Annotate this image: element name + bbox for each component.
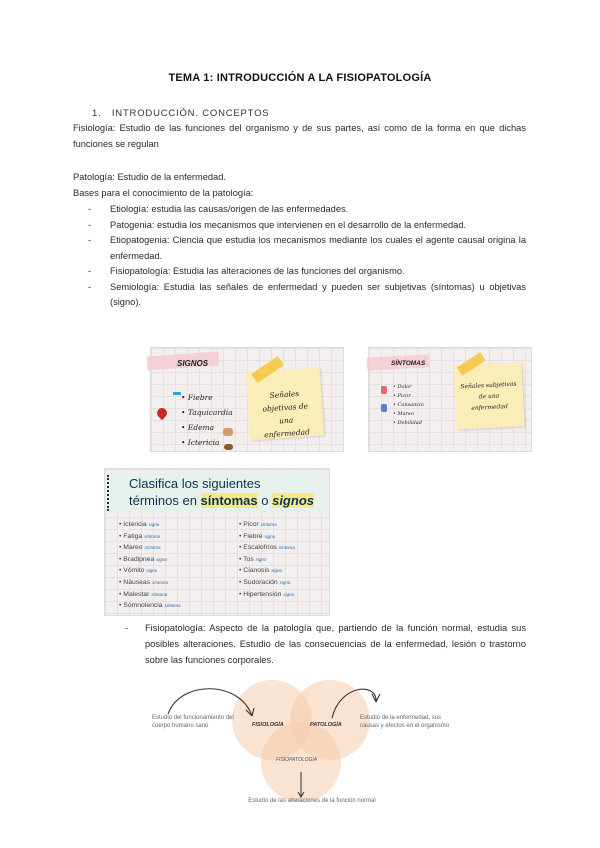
bases-heading: Bases para el conocimiento de la patología: [73,188,254,198]
left-terms [119,519,180,612]
list-item: • Malestar síntoma [119,590,168,598]
list-item: • Tos signo [239,555,267,563]
list-item: • Hipertensión signo [239,590,295,598]
clasifica-card [104,468,330,616]
list-item: - Patogenia: estudia los mecanismos que intervienen en el desarrollo de la enfermedad. [88,219,467,230]
curved-arrow-icon [168,689,252,716]
list-item: - Semiología: Estudia las señales de enfermedad y pueden ser subjetivas (síntomas) u objetivas (signo). [88,281,526,307]
list-item: • Escalofríos síntoma [239,544,295,552]
list-item: • Taquicardia [181,408,233,417]
person-icon [381,404,387,412]
list-item: • Fatiga síntoma [119,532,161,540]
venn-label-patologia: PATOLOGÍA [310,722,342,728]
venn-note-bottom: Estudio de las alteraciones de la función normal [248,798,376,804]
signos-card [150,347,344,452]
list-item: • Sudoración signo [239,578,291,586]
clasifica-banner: Clasifica los siguientes términos en síntomas o signos [105,473,329,513]
person-icon [381,386,387,394]
sintomas-list [393,383,424,428]
list-item: • Mareo [393,411,415,417]
bases-list [88,202,526,311]
list-item: - Etiopatogenia: Ciencia que estudia los mecanismos mediante los cuales el agente causal origina la enfermedad. [88,235,526,261]
thermometer-icon [173,392,181,395]
list-item: - Fisiopatología: Estudia las alteraciones de las funciones del organismo. [88,266,405,276]
signos-header: SIGNOS [177,359,209,368]
list-item: • Picor [393,393,411,399]
list-item: • Cansancio [393,402,424,408]
curved-arrow-icon [332,689,376,718]
page-title: TEMA 1: INTRODUCCIÓN A LA FISIOPATOLOGÍA [168,72,432,84]
sintomas-header: SÍNTOMAS [391,360,426,367]
list-item: • Ictericia signo [119,521,160,528]
sticky-note: Señales subjetivas de una enfermedad [453,362,524,429]
list-item: • Fiebre [181,393,213,402]
venn-note-left: Estudio del funcionamiento del cuerpo humano sano [152,715,234,729]
list-item: - Etiología: estudia las causas/origen de las enfermedades. [88,204,349,214]
venn-label-fisiologia: FISIOLOGÍA [252,722,284,728]
list-item: • Cianosis signo [239,567,283,575]
eye-icon [224,444,233,450]
list-item: • Fiebre signo [239,532,276,540]
swollen-foot-icon [223,428,233,436]
list-item: • Náuseas síntoma [119,578,169,586]
fisiopatologia-definition: - Fisiopatología: Aspecto de la patología que, partiendo de la función normal, estudia sus posibles alteraciones. Estudio de las consecuencias de la enfermedad, lesión o trastorno sobre las funciones corporales. [125,623,526,665]
sticky-note: Señales objetivas de una enfermedad [246,368,325,441]
right-terms [239,519,295,600]
list-item: • Edema [181,423,215,432]
patologia-definition: Patología: Estudio de la enfermedad. [73,172,226,182]
spiral-binding-icon [107,475,123,511]
signos-list [181,390,233,450]
section-heading: 1. INTRODUCCIÓN. CONCEPTOS [92,108,270,119]
venn-label-fisiopatologia: FISIOPATOLOGÍA [276,757,318,763]
blood-drop-icon [155,406,169,420]
list-item: • Mareo síntoma [119,544,161,552]
list-item: • Dolor [393,384,412,390]
list-item: • Bradipnea signo [119,555,167,563]
sintomas-card [368,347,532,452]
fisiologia-definition: Fisiología: Estudio de las funciones del organismo y de sus partes, así como de la forma en que dichas funciones se regulan [73,123,526,149]
list-item: • Vómito signo [119,567,158,575]
venn-note-right: Estudio de la enfermedad, sus causas y efectos en el organismo [360,715,450,729]
list-item: • Debilidad [393,420,422,426]
list-item: • Picor síntoma [239,521,277,528]
list-item: • Ictericia [181,438,220,447]
venn-arrows [140,680,480,805]
list-item: • Somnolencia síntoma [119,602,181,610]
